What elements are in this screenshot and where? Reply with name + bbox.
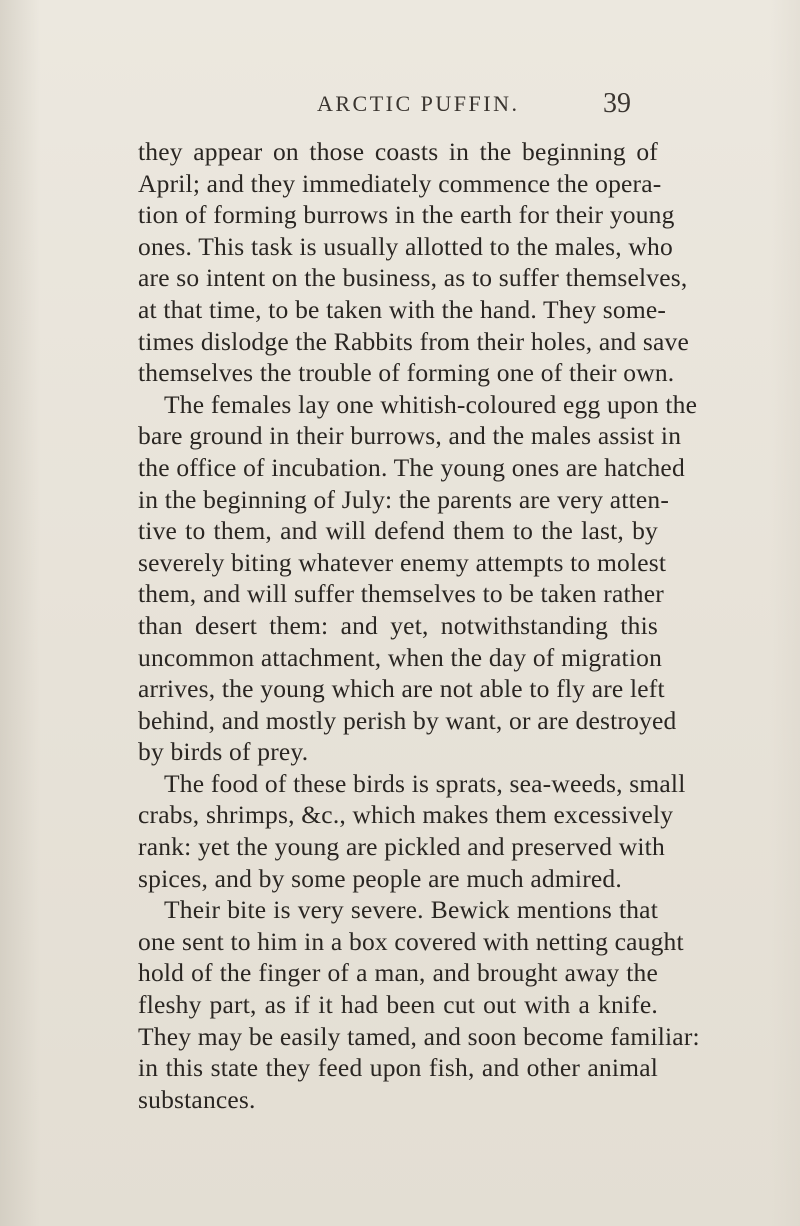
text-line: themselves the trouble of forming one of their own. <box>138 358 675 388</box>
text-line: severely biting whatever enemy attempts to molest <box>138 547 667 577</box>
text-line: Their bite is very severe. Bewick mentions that <box>164 895 658 925</box>
text-line: crabs, shrimps, &c., which makes them excessively <box>138 800 674 830</box>
body-text <box>138 136 700 1115</box>
text-line: than desert them: and yet, notwithstanding this <box>138 610 658 640</box>
text-line: one sent to him in a box covered with netting caught <box>138 926 684 956</box>
text-line: April; and they immediately commence the opera- <box>138 168 662 198</box>
text-line: in this state they feed upon fish, and other animal <box>138 1053 658 1083</box>
text-line: ones. This task is usually allotted to the males, who <box>138 231 673 261</box>
text-line: hold of the finger of a man, and brought away the <box>138 958 658 988</box>
text-line: at that time, to be taken with the hand. They some- <box>138 294 667 324</box>
page-number: 39 <box>603 88 631 119</box>
text-line: bare ground in their burrows, and the males assist in <box>138 421 682 451</box>
text-line: uncommon attachment, when the day of migration <box>138 642 663 672</box>
text-line: spices, and by some people are much admired. <box>138 863 622 893</box>
text-line: by birds of prey. <box>138 737 309 767</box>
running-title: ARCTIC PUFFIN. <box>317 91 520 116</box>
text-line: substances. <box>138 1084 256 1114</box>
text-line: behind, and mostly perish by want, or are destroyed <box>138 705 677 735</box>
text-line: arrives, the young which are not able to fly are left <box>138 674 665 704</box>
text-line: The food of these birds is sprats, sea-weeds, small <box>164 768 686 798</box>
text-line: They may be easily tamed, and soon become familiar: <box>138 1021 700 1051</box>
text-line: they appear on those coasts in the beginning of <box>138 137 658 166</box>
text-line: are so intent on the business, as to suffer themselves, <box>138 263 688 293</box>
text-line: fleshy part, as if it had been cut out with a knife. <box>138 990 658 1020</box>
text-line: them, and will suffer themselves to be taken rather <box>138 579 664 609</box>
text-line: tive to them, and will defend them to the last, by <box>138 516 658 546</box>
text-line: in the beginning of July: the parents are very atten- <box>138 484 670 514</box>
text-line: times dislodge the Rabbits from their holes, and save <box>138 326 689 356</box>
page-header <box>0 88 800 123</box>
text-line: the office of incubation. The young ones are hatched <box>138 452 685 482</box>
text-line: The females lay one whitish-coloured egg upon the <box>164 389 698 419</box>
text-line: tion of forming burrows in the earth for their young <box>138 200 675 230</box>
text-line: rank: yet the young are pickled and preserved with <box>138 832 665 862</box>
